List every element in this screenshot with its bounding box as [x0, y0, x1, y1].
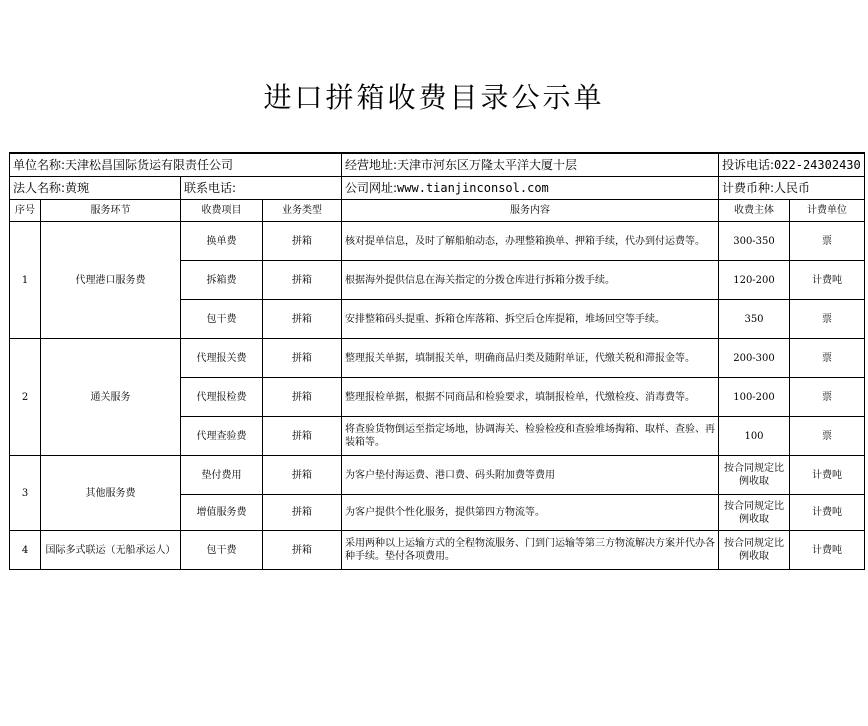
service-content: 安排整箱码头提重、拆箱仓库落箱、拆空后仓库提箱，堆场回空等手续。: [342, 300, 719, 339]
business-type: 拼箱: [263, 417, 342, 456]
address-cell: [342, 153, 719, 177]
fee-item: 代理报关费: [181, 339, 263, 378]
fee-item: 换单费: [181, 222, 263, 261]
billing-unit: 计费吨: [790, 261, 865, 300]
service-content: 整理报检单据，根据不同商品和检验要求，填制报检单，代缴检疫、消毒费等。: [342, 378, 719, 417]
info-row-1: [10, 153, 865, 177]
header-unit: 计费单位: [790, 200, 865, 222]
row-number: 4: [10, 531, 41, 570]
billing-unit: 计费吨: [790, 531, 865, 570]
billing-unit: 票: [790, 417, 865, 456]
table-row: [10, 531, 865, 570]
fee-item: 增值服务费: [181, 495, 263, 531]
fee-item: 拆箱费: [181, 261, 263, 300]
fee-item: 代理报检费: [181, 378, 263, 417]
service-content: 采用两种以上运输方式的全程物流服务、门到门运输等第三方物流解决方案并代办各种手续。垫付各项费用。: [342, 531, 719, 570]
service-content: 根据海外提供信息在海关指定的分拨仓库进行拆箱分拨手续。: [342, 261, 719, 300]
billing-unit: 计费吨: [790, 495, 865, 531]
service-stage: 代理港口服务费: [41, 222, 181, 339]
service-content: 将查验货物倒运至指定场地，协调海关、检验检疫和查验堆场掏箱、取样、查验、再装箱等。: [342, 417, 719, 456]
header-content: 服务内容: [342, 200, 719, 222]
fee-item: 代理查验费: [181, 417, 263, 456]
billing-unit: 票: [790, 339, 865, 378]
company-cell: [10, 153, 342, 177]
header-item: 收费项目: [181, 200, 263, 222]
business-type: 拼箱: [263, 300, 342, 339]
table-row: [10, 222, 865, 261]
website-cell: [342, 177, 719, 200]
table-row: [10, 456, 865, 495]
fee-amount: 120-200: [719, 261, 790, 300]
currency-label: 计费币种:: [722, 180, 775, 195]
fee-amount: 200-300: [719, 339, 790, 378]
legal-rep-label: 法人名称:: [13, 180, 66, 195]
fee-amount: 按合同规定比例收取: [719, 456, 790, 495]
complaint-cell: [719, 153, 865, 177]
company-label: 单位名称:: [13, 157, 66, 172]
website-link[interactable]: www.tianjinconsol.com: [397, 180, 549, 195]
billing-unit: 票: [790, 222, 865, 261]
service-content: 为客户垫付海运费、港口费、码头附加费等费用: [342, 456, 719, 495]
fee-amount: 按合同规定比例收取: [719, 495, 790, 531]
fee-item: 包干费: [181, 300, 263, 339]
business-type: 拼箱: [263, 222, 342, 261]
business-type: 拼箱: [263, 495, 342, 531]
legal-rep-value: 黄琬: [65, 180, 90, 195]
row-number: 3: [10, 456, 41, 531]
address-label: 经营地址:: [345, 157, 398, 172]
business-type: 拼箱: [263, 261, 342, 300]
contact-label: 联系电话:: [184, 180, 237, 195]
currency-value: 人民币: [774, 180, 811, 195]
service-stage: 国际多式联运（无船承运人）: [41, 531, 181, 570]
header-type: 业务类型: [263, 200, 342, 222]
page-title: 进口拼箱收费目录公示单: [263, 81, 605, 114]
business-type: 拼箱: [263, 456, 342, 495]
currency-cell: [719, 177, 865, 200]
business-type: 拼箱: [263, 339, 342, 378]
contact-cell: [181, 177, 342, 200]
service-stage: 通关服务: [41, 339, 181, 456]
fee-item: 垫付费用: [181, 456, 263, 495]
header-fee: 收费主体: [719, 200, 790, 222]
address-value: 天津市河东区万隆太平洋大厦十层: [397, 157, 578, 172]
fee-table: [9, 152, 865, 570]
fee-amount: 按合同规定比例收取: [719, 531, 790, 570]
service-stage: 其他服务费: [41, 456, 181, 531]
complaint-label: 投诉电话:: [722, 157, 775, 172]
fee-item: 包干费: [181, 531, 263, 570]
service-content: 整理报关单据，填制报关单，明确商品归类及随附单证，代缴关税和滞报金等。: [342, 339, 719, 378]
row-number: 1: [10, 222, 41, 339]
fee-amount: 100-200: [719, 378, 790, 417]
website-label: 公司网址:: [345, 180, 398, 195]
service-content: 为客户提供个性化服务，提供第四方物流等。: [342, 495, 719, 531]
header-stage: 服务环节: [41, 200, 181, 222]
row-number: 2: [10, 339, 41, 456]
business-type: 拼箱: [263, 378, 342, 417]
fee-amount: 300-350: [719, 222, 790, 261]
billing-unit: 票: [790, 300, 865, 339]
billing-unit: 票: [790, 378, 865, 417]
complaint-phone: 022-24302430: [774, 157, 861, 172]
legal-rep-cell: [10, 177, 181, 200]
billing-unit: 计费吨: [790, 456, 865, 495]
info-row-2: [10, 177, 865, 200]
table-header-row: [10, 200, 865, 222]
service-content: 核对提单信息，及时了解船舶动态，办理整箱换单、押箱手续，代办到付运费等。: [342, 222, 719, 261]
company-name: 天津松昌国际货运有限责任公司: [65, 157, 234, 172]
header-no: 序号: [10, 200, 41, 222]
fee-amount: 350: [719, 300, 790, 339]
fee-amount: 100: [719, 417, 790, 456]
business-type: 拼箱: [263, 531, 342, 570]
table-row: [10, 339, 865, 378]
